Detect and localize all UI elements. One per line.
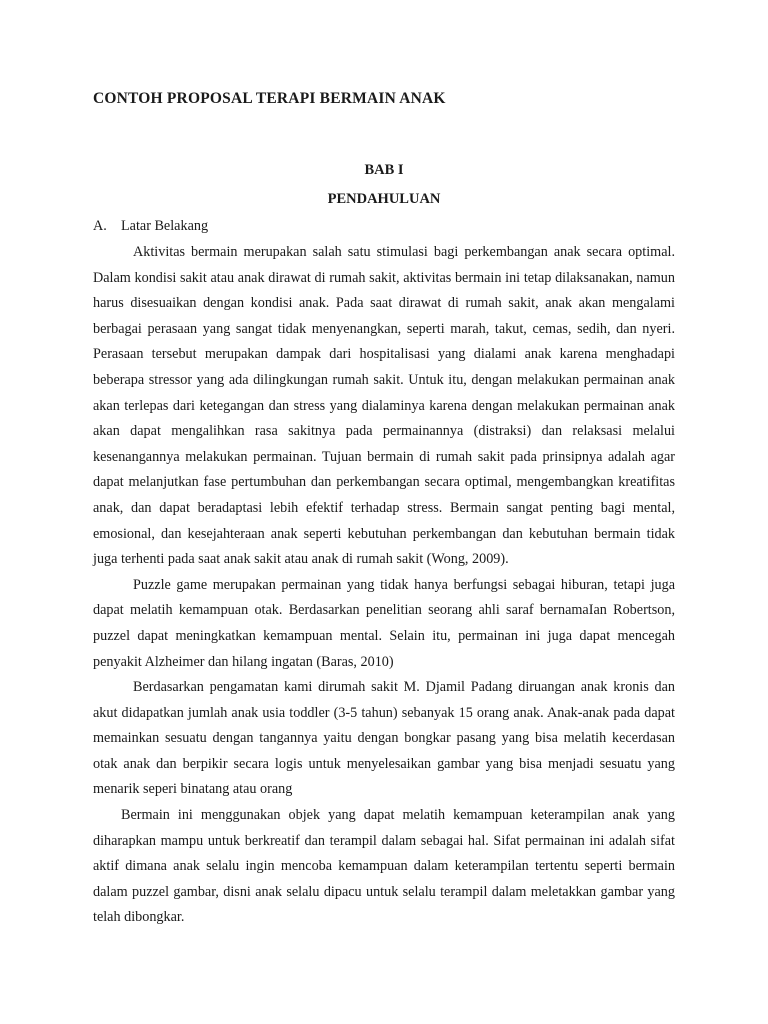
paragraph: Bermain ini menggunakan objek yang dapat melatih kemampuan keterampilan anak yang diharapkan mampu untuk berkreatif dan terampil dalam sebagai hal. Sifat permainan ini adalah sifat aktif dimana anak selalu ingin mencoba kemampuan dalam keterampilan tertentu seperti bermain dalam puzzel gambar, disni anak selalu dipacu untuk selalu terampil dalam meletakkan gambar yang telah dibongkar.: [93, 807, 675, 926]
paragraph: Puzzle game merupakan permainan yang tidak hanya berfungsi sebagai hiburan, tetapi juga dapat melatih kemampuan otak. Berdasarkan penelitian seorang ahli saraf bernamaIan Robertson, puzzel dapat meningkatkan kemampuan mental. Selain itu, permainan ini juga dapat mencegah penyakit Alzheimer dan hilang ingatan (Baras, 2010): [93, 576, 675, 670]
section-letter: A.: [93, 218, 107, 234]
document-title: CONTOH PROPOSAL TERAPI BERMAIN ANAK: [93, 90, 446, 107]
section-heading: [93, 214, 675, 240]
document-page: [93, 86, 675, 931]
paragraph: Aktivitas bermain merupakan salah satu stimulasi bagi perkembangan anak secara optimal. Dalam kondisi sakit atau anak dirawat di rumah sakit, aktivitas bermain ini tetap dilaksanakan, namun harus disesuaikan dengan kondisi anak. Pada saat dirawat di rumah sakit, anak akan mengalami berbagai perasaan yang sangat tidak menyenangkan, seperti marah, takut, cemas, sedih, dan nyeri. Perasaan tersebut merupakan dampak dari hospitalisasi yang dialami anak karena menghadapi beberapa stressor yang ada dilingkungan rumah sakit. Untuk itu, dengan melakukan permainan anak akan terlepas dari ketegangan dan stress yang dialaminya karena dengan melakukan permainan anak akan dapat mengalihkan rasa sakitnya pada permainannya (distraksi) dan relaksasi melalui kesenangannya melakukan permainan. Tujuan bermain di rumah sakit pada prinsipnya adalah agar dapat melanjutkan fase pertumbuhan dan perkembangan secara optimal, mengembangkan kreatifitas anak, dan dapat beradaptasi lebih efektif terhadap stress. Bermain sangat penting bagi mental, emosional, dan kesejahteraan anak seperti kebutuhan perkembangan dan kebutuhan bermain tidak juga terhenti pada saat anak sakit atau anak di rumah sakit (Wong, 2009).: [93, 244, 675, 568]
chapter-title: PENDAHULUAN: [327, 191, 441, 207]
section-title: Latar Belakang: [121, 218, 209, 234]
chapter-number: BAB I: [364, 162, 404, 178]
paragraph: Berdasarkan pengamatan kami dirumah sakit M. Djamil Padang diruangan anak kronis dan akut didapatkan jumlah anak usia toddler (3-5 tahun) sebanyak 15 orang anak. Anak-anak pada dapat memainkan sesuatu dengan tangannya yaitu dengan bongkar pasang yang bisa melatih kecerdasan otak anak dan berpikir secara logis untuk menyelesaikan gambar yang bisa menjadi sesuatu yang menarik seperi binatang atau orang: [93, 679, 675, 798]
